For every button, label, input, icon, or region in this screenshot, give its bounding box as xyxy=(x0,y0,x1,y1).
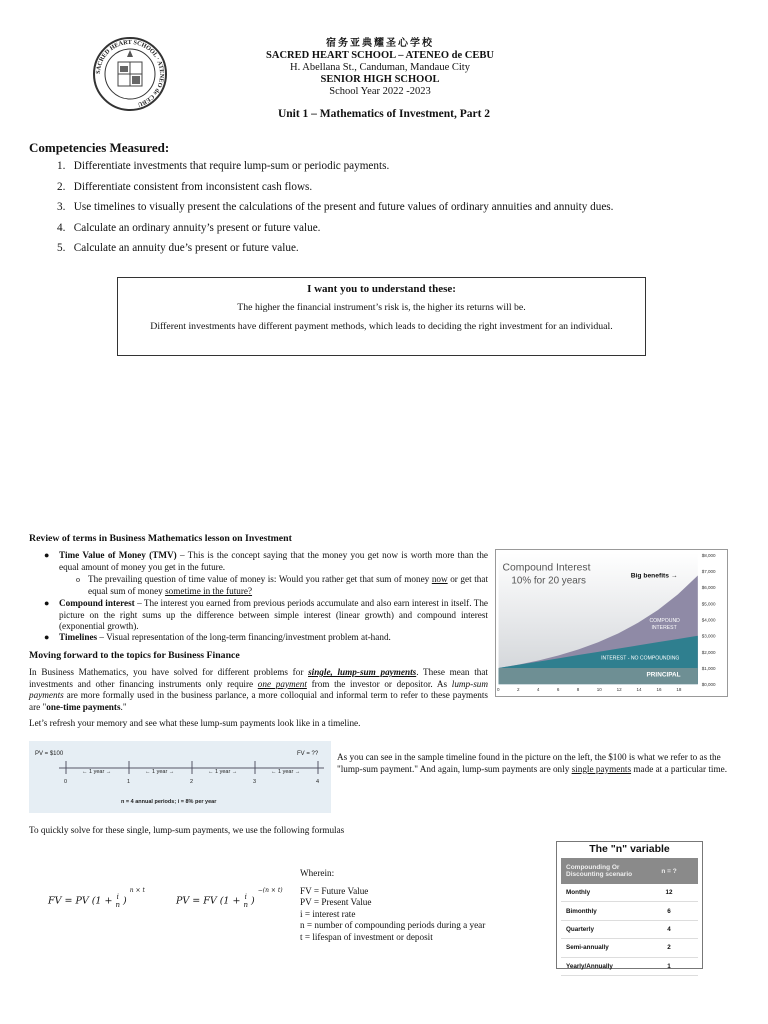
x-tick-label: 2 xyxy=(516,687,520,693)
bullet-icon: ● xyxy=(44,632,50,642)
understand-title: I want you to understand these: xyxy=(307,283,456,295)
y-tick-label: $1,000 xyxy=(701,665,716,671)
list-item: 2. Differentiate consistent from inconsistent cash flows. xyxy=(57,180,313,193)
timeline-tick-3: 3 xyxy=(253,779,257,785)
timeline-tick-1: 1 xyxy=(127,779,131,785)
list-item: 1. Differentiate investments that require lump-sum or periodic payments. xyxy=(57,160,390,172)
timeline-description: As you can see in the sample timeline found in the picture on the left, the $100 is what we refer to as the "lump-sum payment." And again, lump-sum payments are only single payments made at a particular time. xyxy=(337,752,727,774)
bullet-tmv-sub: o The prevailing question of time value of money is: Would you rather get that sum of money now or get that equal sum of money sometime in the future? xyxy=(76,574,488,596)
bullet-icon: ● xyxy=(44,550,50,560)
sub-bullet-icon: o xyxy=(76,575,80,584)
table-row: Quarterly 4 xyxy=(561,921,698,939)
understand-line-2: Different investments have different payment methods, which leads to deciding the right investment for an individual. xyxy=(150,321,613,332)
x-tick-label: 10 xyxy=(596,687,602,693)
y-tick-label: $2,000 xyxy=(701,649,716,655)
compound-interest-chart xyxy=(495,549,728,697)
n-table-col1: Compounding Or Discounting scenario xyxy=(566,864,633,878)
chart-title: Compound Interest xyxy=(502,562,591,574)
moving-paragraph: In Business Mathematics, you have solved for different problems for single, lump-sum payments. These mean that investments and other financing instruments only require one payment from the investor or depositor. As lump-sum payments are more formally used in the business parlance, a more colloquial and informal term to refer to these payments are "one-time payments." xyxy=(29,667,489,712)
table-row: Yearly/Annually 1 xyxy=(561,958,698,976)
bullet-icon: ● xyxy=(44,598,50,608)
def-n: n = number of compounding periods during a year xyxy=(300,920,486,930)
table-row: Bimonthly 6 xyxy=(561,902,698,920)
list-item: 4. Calculate an ordinary annuity’s present or future value. xyxy=(57,221,321,234)
bullet-compound: ● Compound interest – The interest you earned from previous periods accumulate and also earn interest in itself. The picture on the right sums up the difference between simple interest (linear growth) and compound interest (exponential growth). xyxy=(44,598,488,631)
timeline-caption: n = 4 annual periods; i = 8% per year xyxy=(121,799,217,805)
x-tick-label: 4 xyxy=(536,687,540,693)
x-tick-label: 14 xyxy=(636,687,642,693)
y-tick-label: $8,000 xyxy=(701,552,716,558)
timeline-period-2: ← 1 year → xyxy=(145,769,175,775)
review-heading: Review of terms in Business Mathematics lesson on Investment xyxy=(29,533,292,544)
table-row: Monthly 12 xyxy=(561,884,698,902)
n-table-title: The "n" variable xyxy=(589,843,670,855)
x-tick-label: 12 xyxy=(616,687,622,693)
chart-subtitle: 10% for 20 years xyxy=(511,575,586,587)
timeline-tick-4: 4 xyxy=(316,779,320,785)
chart-annotation: Big benefits → xyxy=(630,572,678,580)
y-tick-label: $4,000 xyxy=(701,617,716,623)
competencies-list xyxy=(57,159,757,262)
def-i: i = interest rate xyxy=(300,908,356,919)
school-name: SACRED HEART SCHOOL – ATENEO de CEBU xyxy=(266,50,494,61)
y-tick-label: $3,000 xyxy=(701,633,716,639)
understand-box xyxy=(117,277,646,356)
n-table-col2: n = ? xyxy=(661,867,677,875)
timeline-period-4: ← 1 year → xyxy=(271,769,301,775)
n-variable-table xyxy=(556,841,703,969)
x-tick-label: 0 xyxy=(497,687,500,693)
division: SENIOR HIGH SCHOOL xyxy=(320,74,440,85)
y-tick-label: $6,000 xyxy=(701,585,716,591)
timeline-fv-label: FV = ?? xyxy=(297,751,319,757)
y-tick-label: $0,000 xyxy=(701,682,716,688)
label-simple-interest: INTEREST - NO COMPOUNDING xyxy=(601,655,680,662)
x-tick-label: 16 xyxy=(656,687,662,693)
timeline-tick-0: 0 xyxy=(64,779,68,785)
timeline-tick-2: 2 xyxy=(190,779,194,785)
definitions xyxy=(300,868,485,943)
list-item: 3. Use timelines to visually present the calculations of the present and future values of ordinary annuities and annuity dues. xyxy=(57,201,614,213)
list-item: 5. Calculate an annuity due’s present or future value. xyxy=(57,242,299,254)
chinese-school-name: 宿务亚典耀圣心学校 xyxy=(326,38,434,49)
school-seal xyxy=(92,36,168,112)
def-fv: FV = Future Value xyxy=(300,885,369,896)
formula-intro: To quickly solve for these single, lump-sum payments, we use the following formulas xyxy=(29,825,345,835)
timeline-figure xyxy=(29,741,331,813)
x-tick-label: 18 xyxy=(676,687,682,693)
unit-title: Unit 1 – Mathematics of Investment, Part 2 xyxy=(277,108,491,120)
timeline-period-1: ← 1 year → xyxy=(82,769,112,775)
label-compound-2: INTEREST xyxy=(651,624,677,631)
y-tick-label: $5,000 xyxy=(701,601,716,607)
y-tick-label: $7,000 xyxy=(701,569,716,575)
school-year: School Year 2022 -2023 xyxy=(329,86,431,97)
moving-heading: Moving forward to the topics for Business Finance xyxy=(29,650,240,661)
school-address: H. Abellana St., Canduman, Mandaue City xyxy=(290,62,470,73)
fv-formula: FV = PV (1 + i n ) $^{n \times t}$ xyxy=(48,887,145,909)
refresh-paragraph: Let’s refresh your memory and see what these lump-sum payments look like in a timeline. xyxy=(29,718,361,728)
pv-formula: PV = FV (1 + i n ) $^{-(n \times t)}$ xyxy=(176,887,283,909)
bullet-timelines: ● Timelines – Visual representation of the long-term financing/investment problem at-hand. xyxy=(44,632,391,642)
x-tick-label: 6 xyxy=(556,687,560,693)
timeline-pv-label: PV = $100 xyxy=(35,751,64,757)
understand-line-1: The higher the financial instrument’s risk is, the higher its returns will be. xyxy=(237,302,526,313)
school-header xyxy=(230,38,530,98)
def-pv: PV = Present Value xyxy=(300,897,372,907)
bullet-tmv: ● Time Value of Money (TMV) – This is the concept saying that the money you get now is worth more than the equal amount of money you get in the future. xyxy=(44,550,489,572)
x-tick-label: 8 xyxy=(576,687,580,693)
seal-text: SACRED HEART SCHOOL · ATENEO de CEBU xyxy=(94,38,166,108)
def-t: t = lifespan of investment or deposit xyxy=(300,931,433,942)
label-principal: PRINCIPAL xyxy=(646,671,681,679)
table-row: Semi-annually 2 xyxy=(561,939,698,957)
wherein-label: Wherein: xyxy=(300,868,335,878)
label-compound-1: COMPOUND xyxy=(649,618,680,625)
timeline-period-3: ← 1 year → xyxy=(208,769,238,775)
n-table-header xyxy=(561,858,698,884)
competencies-heading: Competencies Measured: xyxy=(29,140,170,155)
